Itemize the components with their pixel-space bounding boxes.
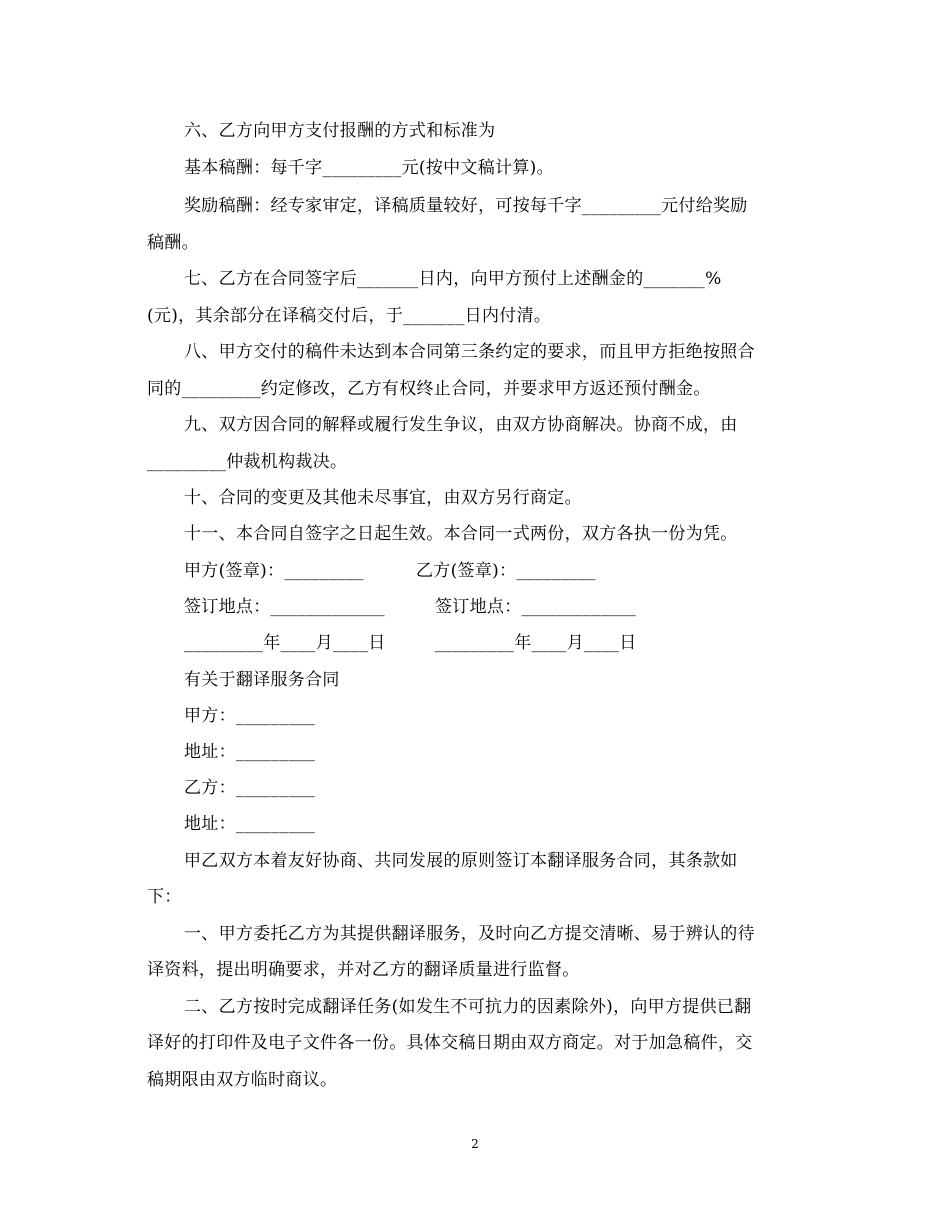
clause-2-line-cont-2: 稿期限由双方临时商议。 [147,1070,338,1090]
clause-9-line: 九、双方因合同的解释或履行发生争议，由双方协商解决。协商不成，由 [184,415,738,435]
basic-fee-line: 基本稿酬：每千字_________元(按中文稿计算)。 [184,158,554,178]
party-b-address-field: 地址：_________ [184,814,316,834]
party-a-signing-place: 签订地点：_____________ [184,597,385,617]
clause-8-line: 八、甲方交付的稿件未达到本合同第三条约定的要求，而且甲方拒绝按照合 [184,342,755,362]
preamble-line: 甲乙双方本着友好协商、共同发展的原则签订本翻译服务合同，其条款如 [184,851,738,871]
clause-7-line: 七、乙方在合同签字后_______日内，向甲方预付上述酬金的_______% [184,269,722,289]
clause-10-line: 十、合同的变更及其他未尽事宜，由双方另行商定。 [184,488,582,508]
clause-2-line-cont-1: 译好的打印件及电子文件各一份。具体交稿日期由双方商定。对于加急稿件，交 [147,1033,753,1053]
clause-1-line-cont: 译资料，提出明确要求，并对乙方的翻译质量进行监督。 [147,960,580,980]
bonus-fee-line-cont: 稿酬。 [147,233,199,253]
party-b-signing-place: 签订地点：_____________ [435,597,636,617]
party-a-address-field: 地址：_________ [184,742,316,762]
page-number: 2 [471,1137,479,1151]
clause-11-line: 十一、本合同自签字之日起生效。本合同一式两份，双方各执一份为凭。 [184,524,738,544]
clause-6-heading: 六、乙方向甲方支付报酬的方式和标准为 [184,121,496,141]
party-b-field: 乙方：_________ [184,778,316,798]
preamble-line-cont: 下： [147,887,182,907]
clause-1-line: 一、甲方委托乙方为其提供翻译服务，及时向乙方提交清晰、易于辨认的待 [184,924,755,944]
contract-title: 有关于翻译服务合同 [184,670,340,690]
bonus-fee-line: 奖励稿酬：经专家审定，译稿质量较好，可按每千字_________元付给奖励 [184,196,748,216]
party-a-field: 甲方：_________ [184,706,316,726]
party-b-signature: 乙方(签章)：_________ [416,561,596,581]
party-b-date: _________年____月____日 [435,633,637,653]
party-a-signature: 甲方(签章)：_________ [184,561,364,581]
clause-8-line-cont: 同的_________约定修改，乙方有权终止合同，并要求甲方返还预付酬金。 [147,379,711,399]
clause-2-line: 二、乙方按时完成翻译任务(如发生不可抗力的因素除外)，向甲方提供已翻 [184,997,752,1017]
clause-9-line-cont: _________仲裁机构裁决。 [147,452,348,472]
party-a-date: _________年____月____日 [184,633,386,653]
clause-7-line-cont: (元)，其余部分在译稿交付后，于_______日内付清。 [147,306,552,326]
